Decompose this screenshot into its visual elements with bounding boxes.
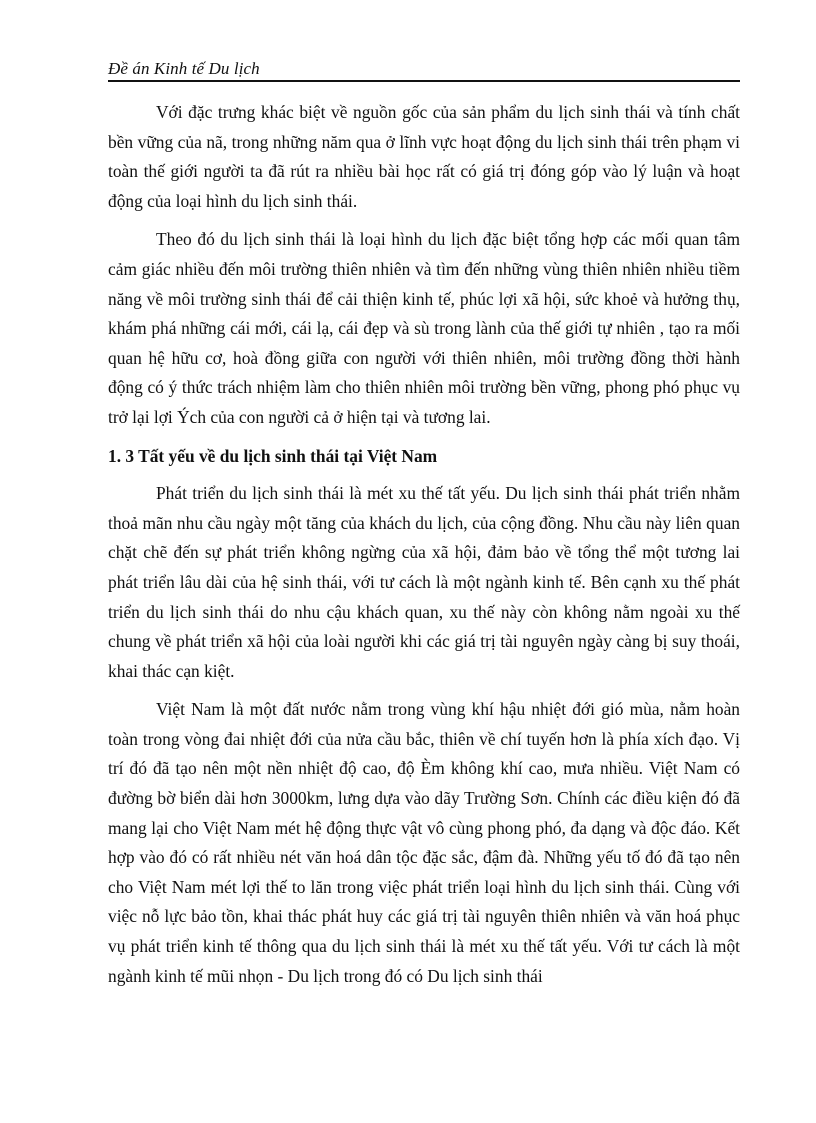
paragraph-vietnam-conditions: Việt Nam là một đất nước nằm trong vùng khí hậu nhiệt đới gió mùa, nằm hoàn toàn trong vòng đai nhiệt đới của nửa cầu bắc, thiên về chí tuyến hơn là phía xích đạo. Vị trí đó đã tạo nên một nền nhiệt độ cao, độ Èm không khí cao, mưa nhiều. Việt Nam có đường bờ biển dài hơn 3000km, lưng dựa vào dãy Trường Sơn. Chính các điều kiện đó đã mang lại cho Việt Nam mét hệ động thực vật vô cùng phong phó, đa dạng và độc đáo. Kết hợp vào đó có rất nhiều nét văn hoá dân tộc đặc sắc, đậm đà. Những yếu tố đó đã tạo nên cho Việt Nam mét lợi thế to lăn trong việc phát triển loại hình du lịch sinh thái. Cùng với việc nỗ lực bảo tồn, khai thác phát huy các giá trị tài nguyên thiên nhiên và văn hoá phục vụ phát triển kinh tế thông qua du lịch sinh thái là mét xu thế tất yếu. Với tư cách là một ngành kinh tế mũi nhọn - Du lịch trong đó có Du lịch sinh thái	[108, 699, 740, 986]
page-header	[108, 56, 740, 82]
paragraph-development-trend: Phát triển du lịch sinh thái là mét xu thế tất yếu. Du lịch sinh thái phát triển nhằm thoả mãn nhu cầu ngày một tăng của khách du lịch, của cộng đồng. Nhu cầu này liên quan chặt chẽ đến sự phát triển không ngừng của xã hội, đảm bảo về tổng thể một tương lai phát triển lâu dài của hệ sinh thái, với tư cách là một ngành kinh tế. Bên cạnh xu thế phát triển du lịch sinh thái do nhu cậu khách quan, xu thế này còn không nằm ngoài xu thế chung về phát triển xã hội của loài người khi các giá trị tài nguyên ngày càng bị suy thoái, khai thác cạn kiệt.	[108, 483, 740, 681]
paragraph-ecotourism-lessons: Với đặc trưng khác biệt về nguồn gốc của sản phẩm du lịch sinh thái và tính chất bền vững của nã, trong những năm qua ở lĩnh vực hoạt động du lịch sinh thái trên phạm vi toàn thế giới người ta đã rút ra nhiều bài học rất có giá trị đóng góp vào lý luận và hoạt động của loại hình du lịch sinh thái.	[108, 102, 740, 211]
paragraph-ecotourism-definition: Theo đó du lịch sinh thái là loại hình du lịch đặc biệt tổng hợp các mối quan tâm cảm giác nhiều đến môi trường thiên nhiên và tìm đến những vùng thiên nhiên nhiều tiềm năng về môi trường sinh thái để cải thiện kinh tế, phúc lợi xã hội, sức khoẻ và hưởng thụ, khám phá những cái mới, cái lạ, cái đẹp và sù trong lành của thế giới tự nhiên , tạo ra mối quan hệ hữu cơ, hoà đồng giữa con người với thiên nhiên, môi trường đồng thời hành động có ý thức trách nhiệm làm cho thiên nhiên môi trường bền vững, phong phó phục vụ trở lại lợi Ých của con người cả ở hiện tại và tương lai.	[108, 229, 740, 427]
document-body	[108, 98, 740, 1000]
section-heading: 1. 3 Tất yếu về du lịch sinh thái tại Việt Nam	[108, 445, 438, 466]
document-title: Đề án Kinh tế Du lịch	[108, 59, 260, 78]
